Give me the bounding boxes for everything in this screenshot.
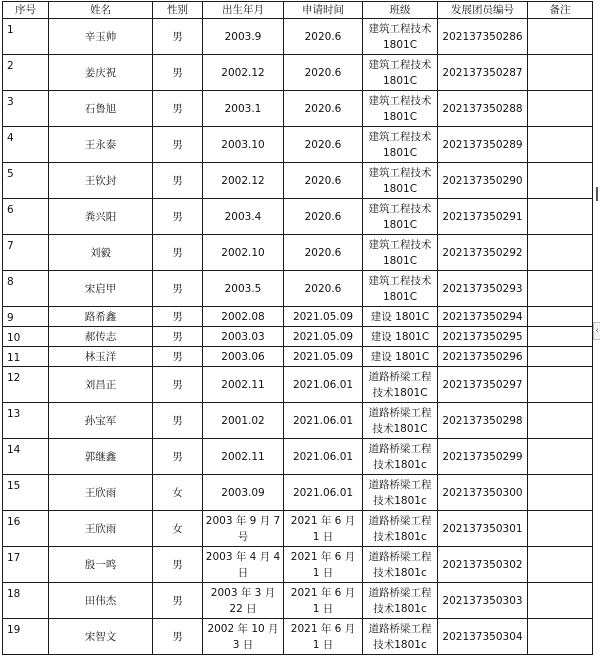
cell-member-id: 202137350293	[438, 271, 528, 307]
cell-no: 5	[3, 163, 49, 199]
cell-member-id: 202137350298	[438, 403, 528, 439]
cell-name: 宋启甲	[49, 271, 153, 307]
cell-gender: 男	[153, 199, 203, 235]
table-row	[3, 127, 593, 163]
cell-name: 路希鑫	[49, 307, 153, 327]
cell-gender: 男	[153, 235, 203, 271]
header-birth: 出生年月	[203, 2, 284, 19]
cell-birth: 2002.08	[203, 307, 284, 327]
cell-no: 12	[3, 367, 49, 403]
cell-class: 建筑工程技术 1801C	[363, 163, 438, 199]
window-edge	[592, 0, 600, 632]
cell-birth: 2003.5	[203, 271, 284, 307]
cell-member-id: 202137350292	[438, 235, 528, 271]
cell-gender: 男	[153, 403, 203, 439]
table-row	[3, 511, 593, 547]
cell-birth: 2002 年 10 月 3 日	[203, 619, 284, 655]
table-row	[3, 271, 593, 307]
cell-note	[528, 199, 593, 235]
cell-name: 郝传志	[49, 327, 153, 347]
cell-member-id: 202137350296	[438, 347, 528, 367]
cell-class: 道路桥梁工程技术1801C	[363, 367, 438, 403]
table-row	[3, 163, 593, 199]
cell-class: 道路桥梁工程技术1801c	[363, 475, 438, 511]
cell-note	[528, 307, 593, 327]
cell-member-id: 202137350289	[438, 127, 528, 163]
cell-no: 17	[3, 547, 49, 583]
table-row	[3, 439, 593, 475]
cell-no: 7	[3, 235, 49, 271]
table-row	[3, 367, 593, 403]
cell-gender: 男	[153, 327, 203, 347]
cell-member-id: 202137350291	[438, 199, 528, 235]
cell-birth: 2003.03	[203, 327, 284, 347]
cell-name: 刘昌正	[49, 367, 153, 403]
header-no: 序号	[3, 2, 49, 19]
cell-member-id: 202137350300	[438, 475, 528, 511]
cell-no: 14	[3, 439, 49, 475]
cell-name: 宋智文	[49, 619, 153, 655]
header-note: 备注	[528, 2, 593, 19]
cell-class: 建筑工程技术 1801C	[363, 19, 438, 55]
cell-member-id: 202137350304	[438, 619, 528, 655]
cell-apply-date: 2020.6	[284, 199, 363, 235]
edge-tick	[596, 187, 598, 201]
cell-apply-date: 2021.06.01	[284, 475, 363, 511]
table-header-row	[3, 2, 593, 19]
cell-apply-date: 2020.6	[284, 55, 363, 91]
table-row	[3, 19, 593, 55]
header-name: 姓名	[49, 2, 153, 19]
cell-apply-date: 2021.06.01	[284, 367, 363, 403]
cell-no: 9	[3, 307, 49, 327]
cell-note	[528, 347, 593, 367]
cell-class: 建筑工程技术 1801C	[363, 199, 438, 235]
cell-birth: 2001.02	[203, 403, 284, 439]
cell-name: 刘毅	[49, 235, 153, 271]
header-apply-date: 申请时间	[284, 2, 363, 19]
table-row	[3, 619, 593, 655]
cell-gender: 男	[153, 127, 203, 163]
cell-class: 建设 1801C	[363, 307, 438, 327]
cell-name: 郭继鑫	[49, 439, 153, 475]
cell-apply-date: 2021 年 6 月 1 日	[284, 511, 363, 547]
cell-member-id: 202137350303	[438, 583, 528, 619]
cell-birth: 2003.09	[203, 475, 284, 511]
cell-note	[528, 127, 593, 163]
cell-note	[528, 271, 593, 307]
table-row	[3, 347, 593, 367]
cell-name: 王钦封	[49, 163, 153, 199]
cell-no: 6	[3, 199, 49, 235]
cell-birth: 2003.06	[203, 347, 284, 367]
cell-gender: 女	[153, 511, 203, 547]
cell-birth: 2002.11	[203, 439, 284, 475]
cell-note	[528, 91, 593, 127]
cell-apply-date: 2021 年 6 月 1 日	[284, 619, 363, 655]
cell-apply-date: 2020.6	[284, 127, 363, 163]
cell-note	[528, 55, 593, 91]
cell-member-id: 202137350286	[438, 19, 528, 55]
cell-apply-date: 2021.05.09	[284, 327, 363, 347]
cell-no: 3	[3, 91, 49, 127]
cell-apply-date: 2021.05.09	[284, 347, 363, 367]
cell-no: 13	[3, 403, 49, 439]
cell-no: 10	[3, 327, 49, 347]
cell-member-id: 202137350302	[438, 547, 528, 583]
cell-class: 道路桥梁工程技术1801c	[363, 439, 438, 475]
cell-name: 辛玉帅	[49, 19, 153, 55]
header-class: 班级	[363, 2, 438, 19]
cell-name: 孙宝军	[49, 403, 153, 439]
cell-apply-date: 2021.06.01	[284, 439, 363, 475]
header-member-id: 发展团员编号	[438, 2, 528, 19]
cell-birth: 2003.10	[203, 127, 284, 163]
cell-note	[528, 235, 593, 271]
cell-apply-date: 2021 年 6 月 1 日	[284, 583, 363, 619]
cell-apply-date: 2020.6	[284, 19, 363, 55]
cell-gender: 女	[153, 475, 203, 511]
cell-name: 石鲁旭	[49, 91, 153, 127]
cell-class: 建设 1801C	[363, 347, 438, 367]
cell-apply-date: 2021 年 6 月 1 日	[284, 547, 363, 583]
cell-note	[528, 511, 593, 547]
table-row	[3, 91, 593, 127]
cell-class: 建筑工程技术 1801C	[363, 91, 438, 127]
cell-note	[528, 439, 593, 475]
cell-apply-date: 2020.6	[284, 91, 363, 127]
cell-no: 8	[3, 271, 49, 307]
cell-no: 16	[3, 511, 49, 547]
cell-name: 王欣雨	[49, 475, 153, 511]
cell-apply-date: 2021.06.01	[284, 403, 363, 439]
cell-note	[528, 475, 593, 511]
table-row	[3, 235, 593, 271]
cell-apply-date: 2020.6	[284, 271, 363, 307]
cell-no: 2	[3, 55, 49, 91]
table-row	[3, 547, 593, 583]
table-row	[3, 307, 593, 327]
cell-birth: 2002.12	[203, 163, 284, 199]
table-row	[3, 199, 593, 235]
cell-note	[528, 19, 593, 55]
cell-birth: 2002.12	[203, 55, 284, 91]
cell-birth: 2003.9	[203, 19, 284, 55]
cell-name: 林玉洋	[49, 347, 153, 367]
cell-name: 殷一鸣	[49, 547, 153, 583]
cell-gender: 男	[153, 91, 203, 127]
cell-birth: 2003.1	[203, 91, 284, 127]
cell-class: 建筑工程技术 1801C	[363, 127, 438, 163]
cell-no: 15	[3, 475, 49, 511]
cell-name: 粪兴阳	[49, 199, 153, 235]
cell-member-id: 202137350299	[438, 439, 528, 475]
cell-birth: 2003 年 3 月 22 日	[203, 583, 284, 619]
cell-note	[528, 583, 593, 619]
cell-class: 道路桥梁工程技术1801c	[363, 511, 438, 547]
cell-birth: 2003.4	[203, 199, 284, 235]
cell-class: 道路桥梁工程技术1801c	[363, 547, 438, 583]
cell-no: 18	[3, 583, 49, 619]
cell-member-id: 202137350287	[438, 55, 528, 91]
cell-gender: 男	[153, 307, 203, 327]
cell-no: 19	[3, 619, 49, 655]
cell-gender: 男	[153, 583, 203, 619]
cell-note	[528, 547, 593, 583]
cell-birth: 2003 年 9 月 7 号	[203, 511, 284, 547]
cell-note	[528, 403, 593, 439]
cell-class: 建筑工程技术 1801C	[363, 271, 438, 307]
cell-gender: 男	[153, 19, 203, 55]
cell-gender: 男	[153, 347, 203, 367]
cell-class: 建筑工程技术 1801C	[363, 235, 438, 271]
cell-member-id: 202137350288	[438, 91, 528, 127]
cell-no: 1	[3, 19, 49, 55]
cell-name: 王永泰	[49, 127, 153, 163]
cell-birth: 2002.11	[203, 367, 284, 403]
header-gender: 性别	[153, 2, 203, 19]
collapse-arrow-icon[interactable]: ‹	[593, 322, 600, 340]
cell-note	[528, 327, 593, 347]
cell-birth: 2003 年 4 月 4 日	[203, 547, 284, 583]
cell-apply-date: 2020.6	[284, 163, 363, 199]
cell-birth: 2002.10	[203, 235, 284, 271]
cell-no: 11	[3, 347, 49, 367]
cell-note	[528, 163, 593, 199]
cell-no: 4	[3, 127, 49, 163]
table-row	[3, 327, 593, 347]
cell-class: 建设 1801C	[363, 327, 438, 347]
cell-class: 道路桥梁工程技术1801C	[363, 403, 438, 439]
cell-member-id: 202137350290	[438, 163, 528, 199]
cell-gender: 男	[153, 163, 203, 199]
cell-name: 田伟杰	[49, 583, 153, 619]
cell-class: 道路桥梁工程技术1801c	[363, 583, 438, 619]
cell-apply-date: 2021.05.09	[284, 307, 363, 327]
cell-gender: 男	[153, 619, 203, 655]
table-body	[3, 19, 593, 655]
cell-gender: 男	[153, 439, 203, 475]
cell-member-id: 202137350297	[438, 367, 528, 403]
cell-note	[528, 619, 593, 655]
cell-apply-date: 2020.6	[284, 235, 363, 271]
table-row	[3, 403, 593, 439]
cell-note	[528, 367, 593, 403]
table-row	[3, 55, 593, 91]
cell-class: 建筑工程技术 1801C	[363, 55, 438, 91]
cell-member-id: 202137350295	[438, 327, 528, 347]
table-row	[3, 475, 593, 511]
member-table	[2, 1, 593, 655]
cell-class: 道路桥梁工程技术1801c	[363, 619, 438, 655]
cell-gender: 男	[153, 271, 203, 307]
cell-gender: 男	[153, 55, 203, 91]
cell-name: 王欣雨	[49, 511, 153, 547]
cell-member-id: 202137350301	[438, 511, 528, 547]
cell-gender: 男	[153, 367, 203, 403]
cell-member-id: 202137350294	[438, 307, 528, 327]
cell-gender: 男	[153, 547, 203, 583]
cell-name: 姜庆祝	[49, 55, 153, 91]
table-row	[3, 583, 593, 619]
